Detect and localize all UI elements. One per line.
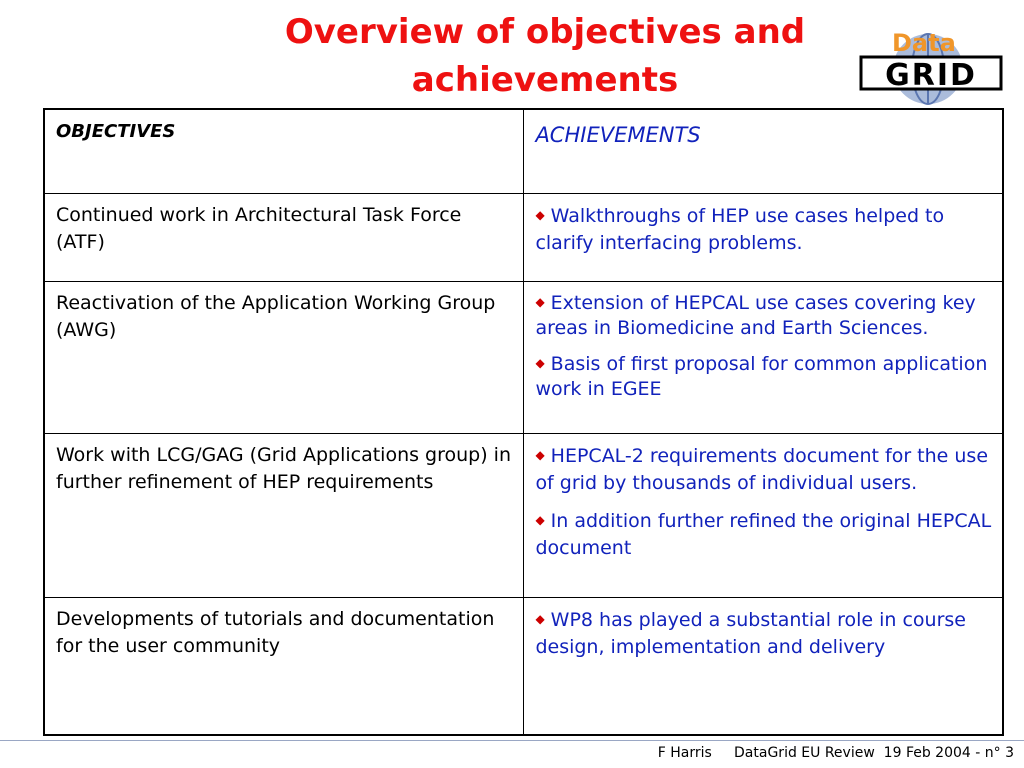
table-row — [44, 597, 1003, 735]
achievement-cell — [524, 433, 1003, 597]
table-row — [44, 281, 1003, 433]
header-objectives: OBJECTIVES — [56, 121, 176, 142]
achievement-item — [535, 442, 992, 497]
objective-text: Continued work in Architectural Task Force (ATF) — [56, 203, 462, 253]
achievement-text: In addition further refined the original HEPCAL document — [535, 509, 992, 559]
footer-event: DataGrid EU Review 19 Feb 2004 - n° 3 — [734, 745, 1014, 761]
achievement-item — [535, 351, 992, 402]
diamond-bullet-icon: ◆ — [535, 355, 545, 370]
diamond-bullet-icon: ◆ — [535, 447, 545, 462]
objective-cell — [44, 281, 524, 433]
objective-text: Developments of tutorials and documentation for the user community — [56, 607, 495, 657]
header-achievements-cell — [524, 109, 1003, 193]
header-achievements: ACHIEVEMENTS — [535, 123, 701, 147]
achievement-text: HEPCAL-2 requirements document for the use of grid by thousands of individual users. — [535, 444, 989, 494]
achievement-text: Walkthroughs of HEP use cases helped to clarify interfacing problems. — [535, 204, 945, 254]
logo-text-bottom: GRID — [885, 58, 977, 93]
table-header-row — [44, 109, 1003, 193]
objective-cell — [44, 597, 524, 735]
logo-text-top: Data — [892, 29, 956, 57]
achievement-cell — [524, 193, 1003, 281]
footer — [658, 745, 1014, 761]
objectives-table — [43, 108, 1004, 736]
achievement-item — [535, 202, 992, 257]
objective-cell — [44, 193, 524, 281]
achievement-cell — [524, 281, 1003, 433]
table-row — [44, 433, 1003, 597]
achievement-text: Basis of first proposal for common application work in EGEE — [535, 352, 988, 400]
diamond-bullet-icon: ◆ — [535, 294, 545, 309]
achievement-cell — [524, 597, 1003, 735]
achievement-item — [535, 606, 992, 661]
footer-author: F Harris — [657, 745, 712, 761]
page-title: Overview of objectives and achievements — [284, 12, 806, 100]
objective-text: Work with LCG/GAG (Grid Applications group) in further refinement of HEP requirements — [56, 443, 512, 493]
header-objectives-cell — [44, 109, 524, 193]
objective-cell — [44, 433, 524, 597]
achievement-text: Extension of HEPCAL use cases covering key areas in Biomedicine and Earth Sciences. — [535, 291, 976, 339]
diamond-bullet-icon: ◆ — [535, 207, 545, 222]
datagrid-logo — [858, 27, 1004, 107]
footer-divider — [0, 740, 1024, 741]
achievement-item — [535, 290, 992, 341]
table-row — [44, 193, 1003, 281]
diamond-bullet-icon: ◆ — [535, 611, 545, 626]
achievement-item — [535, 507, 992, 562]
achievement-text: WP8 has played a substantial role in course design, implementation and delivery — [535, 608, 966, 658]
objective-text: Reactivation of the Application Working Group (AWG) — [56, 291, 496, 341]
diamond-bullet-icon: ◆ — [535, 512, 545, 527]
